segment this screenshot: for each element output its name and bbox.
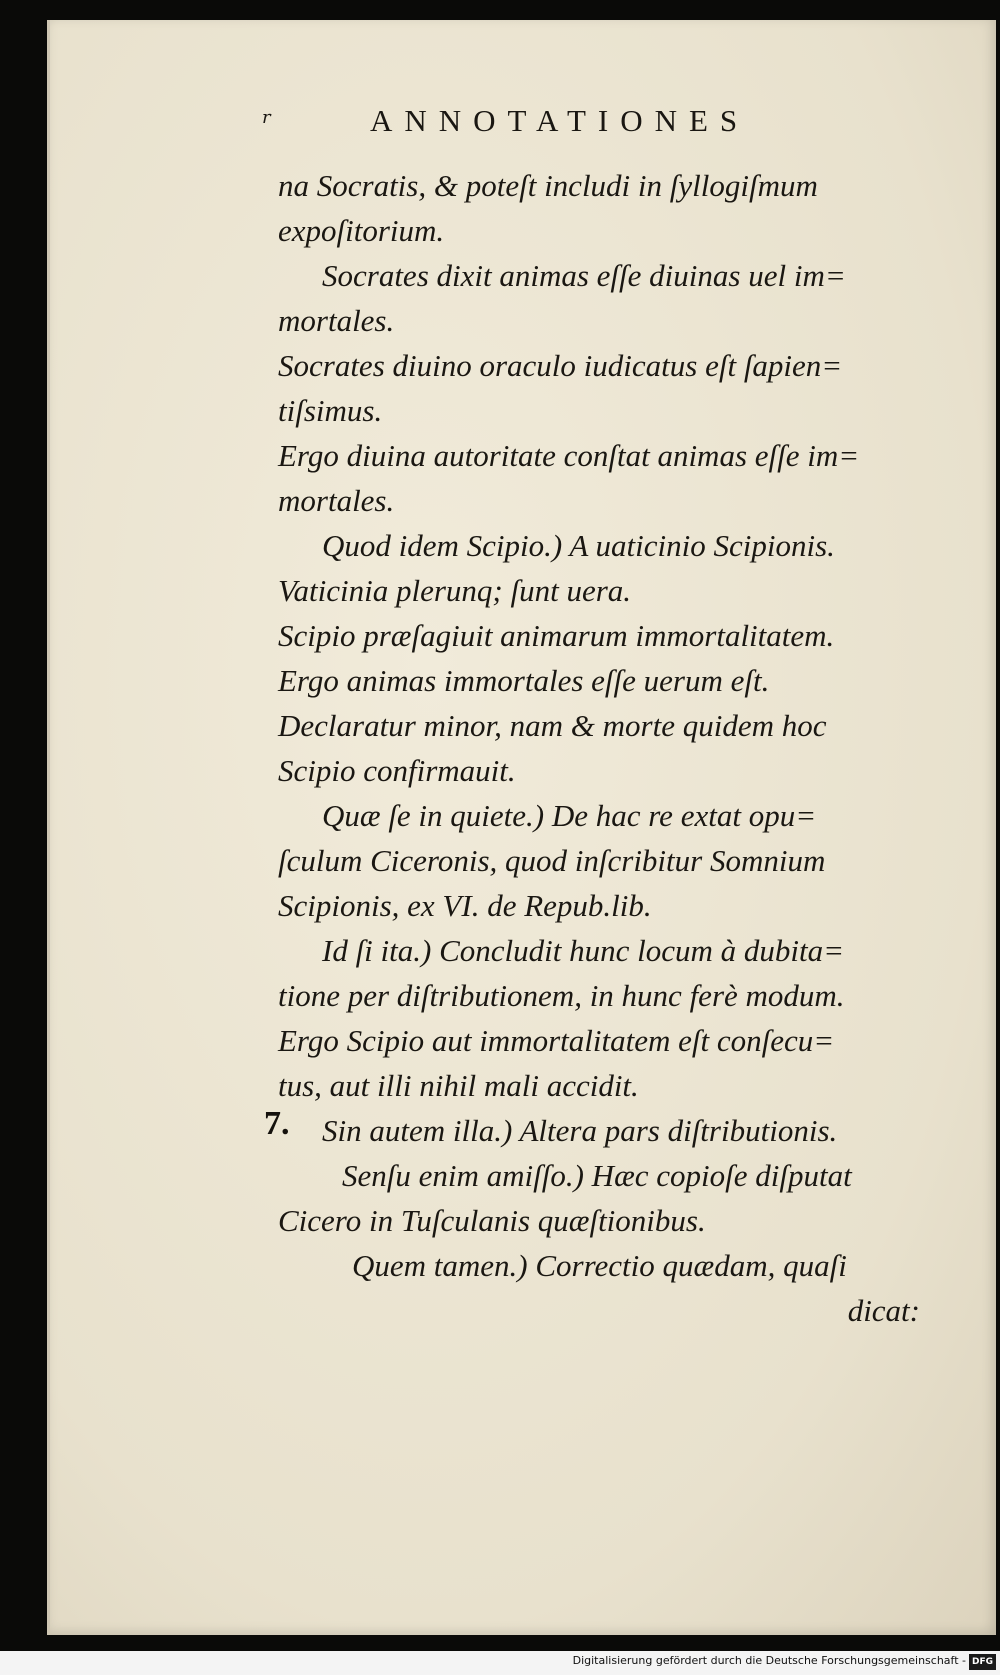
marginal-number: 7. bbox=[264, 1105, 290, 1142]
text-line: Socrates diuino oraculo iudicatus eſt ſapien= bbox=[278, 348, 843, 383]
text-line: Quem tamen.) Correctio quædam, quaſi bbox=[352, 1248, 847, 1283]
running-title: ANNOTATIONES bbox=[370, 103, 750, 138]
text-line: tiſsimus. bbox=[278, 393, 383, 428]
text-line: Ergo animas immortales eſſe uerum eſt. bbox=[278, 663, 770, 698]
text-line: Id ſi ita.) Concludit hunc locum à dubita= bbox=[322, 933, 845, 968]
digitization-credit: Digitalisierung gefördert durch die Deutsche Forschungsgemeinschaft - bbox=[572, 1654, 966, 1667]
text-line: Scipio præſagiuit animarum immortalitatem. bbox=[278, 618, 835, 653]
text-line: tus, aut illi nihil mali accidit. bbox=[278, 1068, 639, 1103]
text-line: ſculum Ciceronis, quod inſcribitur Somnium bbox=[278, 843, 826, 878]
text-line: mortales. bbox=[278, 483, 395, 518]
text-line: Ergo diuina autoritate conſtat animas eſſe im= bbox=[278, 438, 860, 473]
text-line: tione per diſtributionem, in hunc ferè modum. bbox=[278, 978, 845, 1013]
text-line: expoſitorium. bbox=[278, 213, 445, 248]
dfg-logo: DFG bbox=[969, 1654, 996, 1670]
text-line: Vaticinia plerunq; ſunt uera. bbox=[278, 573, 632, 608]
text-line: Socrates dixit animas eſſe diuinas uel im= bbox=[322, 258, 846, 293]
text-line: Ergo Scipio aut immortalitatem eſt conſecu= bbox=[278, 1023, 835, 1058]
text-line: na Socratis, & poteſt includi in ſyllogiſmum bbox=[278, 168, 818, 203]
text-line: Sin autem illa.) Altera pars diſtributionis. bbox=[322, 1113, 838, 1148]
text-line: mortales. bbox=[278, 303, 395, 338]
running-head bbox=[262, 103, 862, 143]
page-signature: r bbox=[262, 107, 271, 128]
text-line: Quæ ſe in quiete.) De hac re extat opu= bbox=[322, 798, 817, 833]
body-text bbox=[278, 163, 958, 1333]
text-line: Scipionis, ex VI. de Repub.lib. bbox=[278, 888, 652, 923]
text-line: dicat: bbox=[847, 1293, 920, 1328]
text-line: Senſu enim amiſſo.) Hæc copioſe diſputat bbox=[342, 1158, 852, 1193]
text-line: Declaratur minor, nam & morte quidem hoc bbox=[278, 708, 827, 743]
text-line: Cicero in Tuſculanis quæſtionibus. bbox=[278, 1203, 706, 1238]
text-line: Scipio confirmauit. bbox=[278, 753, 516, 788]
text-line: Quod idem Scipio.) A uaticinio Scipionis. bbox=[322, 528, 835, 563]
footer-strip bbox=[0, 1651, 1000, 1675]
